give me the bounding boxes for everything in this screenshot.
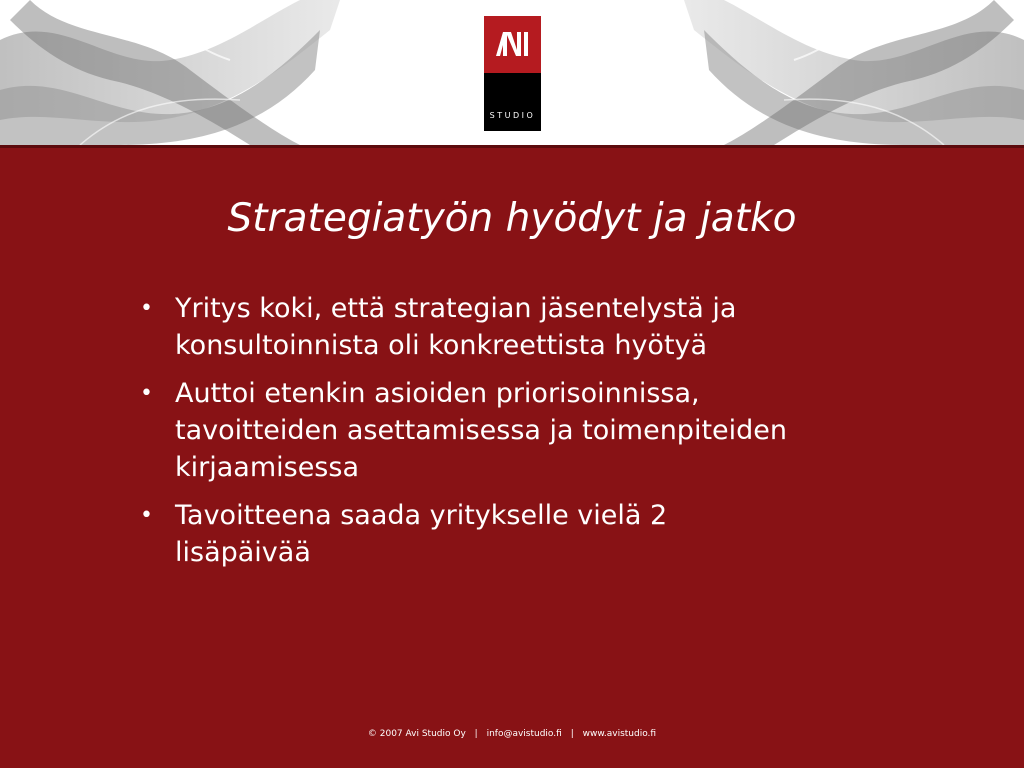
footer-website-link[interactable]: www.avistudio.fi bbox=[582, 729, 657, 739]
footer-separator: | bbox=[474, 729, 478, 739]
header-divider bbox=[0, 145, 1024, 148]
logo-avi-mark-icon bbox=[496, 32, 529, 56]
footer-copyright: © 2007 Avi Studio Oy bbox=[367, 729, 466, 739]
bullet-item bbox=[140, 375, 930, 486]
slide-title: Strategiatyön hyödyt ja jatko bbox=[227, 196, 797, 241]
bullet-line: tavoitteiden asettamisessa ja toimenpiteiden bbox=[175, 415, 788, 446]
header-banner bbox=[0, 0, 1024, 145]
logo-studio-text: STUDIO bbox=[489, 111, 536, 120]
bullet-list bbox=[140, 290, 930, 582]
footer bbox=[0, 729, 1024, 739]
bullet-dot-icon: • bbox=[140, 381, 153, 406]
bullet-dot-icon: • bbox=[140, 503, 153, 528]
bullet-line: lisäpäivää bbox=[175, 537, 311, 568]
smoke-decoration-left bbox=[0, 0, 340, 145]
avi-studio-logo bbox=[484, 16, 541, 131]
logo-red-block bbox=[484, 16, 541, 73]
bullet-line: Auttoi etenkin asioiden priorisoinnissa, bbox=[175, 378, 700, 409]
bullet-dot-icon: • bbox=[140, 296, 153, 321]
smoke-decoration-right bbox=[684, 0, 1024, 145]
bullet-line: Tavoitteena saada yritykselle vielä 2 bbox=[175, 500, 668, 531]
bullet-item bbox=[140, 497, 930, 571]
bullet-line: Yritys koki, että strategian jäsentelystä ja bbox=[175, 293, 737, 324]
footer-separator: | bbox=[570, 729, 574, 739]
footer-email-link[interactable]: info@avistudio.fi bbox=[486, 729, 562, 739]
bullet-line: konsultoinnista oli konkreettista hyötyä bbox=[175, 330, 708, 361]
bullet-line: kirjaamisessa bbox=[175, 452, 359, 483]
bullet-item bbox=[140, 290, 930, 364]
